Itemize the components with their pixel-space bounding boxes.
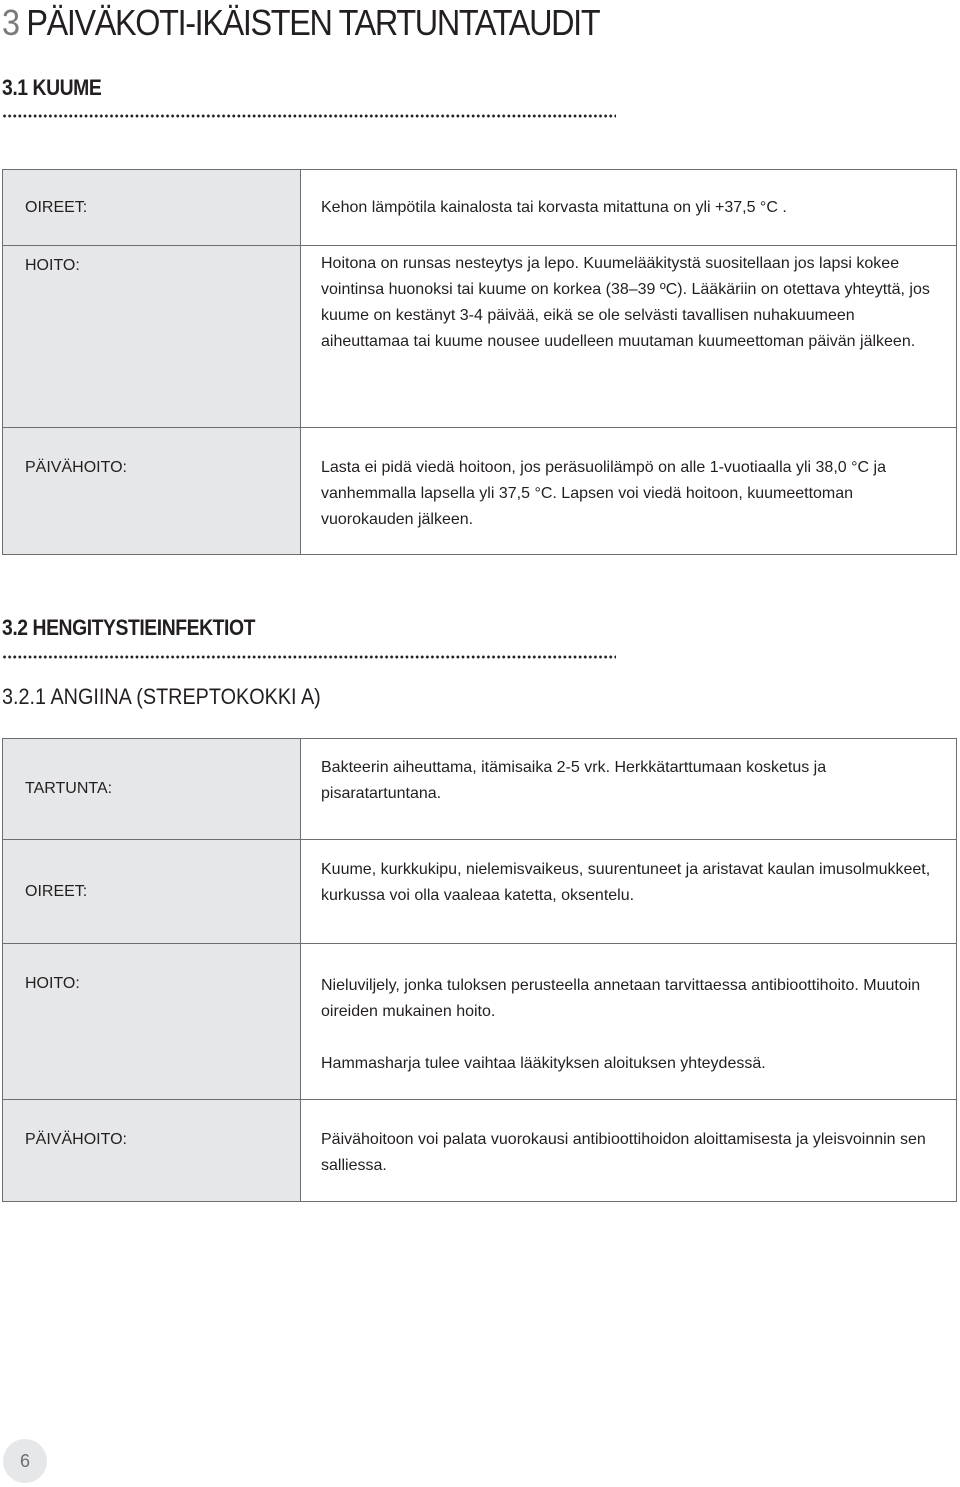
row-content xyxy=(301,944,956,1099)
row-label: OIREET: xyxy=(3,170,301,245)
row-label: TARTUNTA: xyxy=(3,739,301,839)
row-label: HOITO: xyxy=(3,246,301,427)
table-row xyxy=(3,840,956,944)
section-title-kuume: 3.1 KUUME xyxy=(2,75,102,100)
dotted-divider xyxy=(2,114,616,118)
row-content xyxy=(301,739,956,839)
row-content xyxy=(301,428,956,554)
row-label: OIREET: xyxy=(3,840,301,943)
chapter-title-text: PÄIVÄKOTI-IKÄISTEN TARTUNTATAUDIT xyxy=(26,2,600,43)
row-content xyxy=(301,246,956,427)
row-paragraph: Hoitona on runsas nesteytys ja lepo. Kuumelääkitystä suositellaan jos lapsi kokee vointinsa huonoksi tai kuume on korkea (38–39 ºC). Lääkäriin on otettava yhteyttä, jos kuume on kestänyt 3-4 päivää, eikä se ole selvästi tavallisen nuhakuumeen aiheuttamaa tai kuume nousee uudelleen muutaman kuumeettoman päivän jälkeen. xyxy=(321,255,930,350)
chapter-title xyxy=(2,0,599,46)
kuume-table xyxy=(2,169,957,555)
row-label: PÄIVÄHOITO: xyxy=(3,1100,301,1201)
subsection-title-angiina: 3.2.1 ANGIINA (STREPTOKOKKI A) xyxy=(2,684,321,709)
table-row xyxy=(3,739,956,840)
table-row xyxy=(3,246,956,428)
table-row xyxy=(3,944,956,1100)
row-paragraph: Nieluviljely, jonka tuloksen perusteella annetaan tarvittaessa antibioottihoito. Muutoin oireiden mukainen hoito. xyxy=(321,977,921,1020)
row-paragraph: Kehon lämpötila kainalosta tai korvasta mitattuna on yli +37,5 °C . xyxy=(321,198,787,216)
row-content xyxy=(301,170,956,245)
page-number: 6 xyxy=(3,1439,47,1483)
row-paragraph: Hammasharja tulee vaihtaa lääkityksen aloituksen yhteydessä. xyxy=(321,1055,766,1072)
row-content xyxy=(301,1100,956,1201)
table-row xyxy=(3,170,956,246)
row-paragraph: Päivähoitoon voi palata vuorokausi antibioottihoidon aloittamisesta ja yleisvoinnin sen salliessa. xyxy=(321,1131,926,1174)
row-content xyxy=(301,840,956,943)
row-paragraph: Kuume, kurkkukipu, nielemisvaikeus, suurentuneet ja aristavat kaulan imusolmukkeet, kurkussa voi olla vaaleaa katetta, oksentelu. xyxy=(321,861,931,904)
row-paragraph: Bakteerin aiheuttama, itämisaika 2-5 vrk. Herkkätarttumaan kosketus ja pisaratartuntana. xyxy=(321,759,827,802)
dotted-divider xyxy=(2,655,616,659)
row-paragraph: Lasta ei pidä viedä hoitoon, jos peräsuolilämpö on alle 1-vuotiaalla yli 38,0 °C ja vanhemmalla lapsella yli 37,5 °C. Lapsen voi viedä hoitoon, kuumeettoman vuorokauden jälkeen. xyxy=(321,459,886,528)
section-title-hengitystieinfektiot: 3.2 HENGITYSTIEINFEKTIOT xyxy=(2,615,255,640)
table-row xyxy=(3,428,956,554)
table-row xyxy=(3,1100,956,1201)
chapter-number: 3 xyxy=(2,2,19,43)
row-label: PÄIVÄHOITO: xyxy=(3,428,301,554)
angiina-table xyxy=(2,738,957,1202)
row-label: HOITO: xyxy=(3,944,301,1099)
